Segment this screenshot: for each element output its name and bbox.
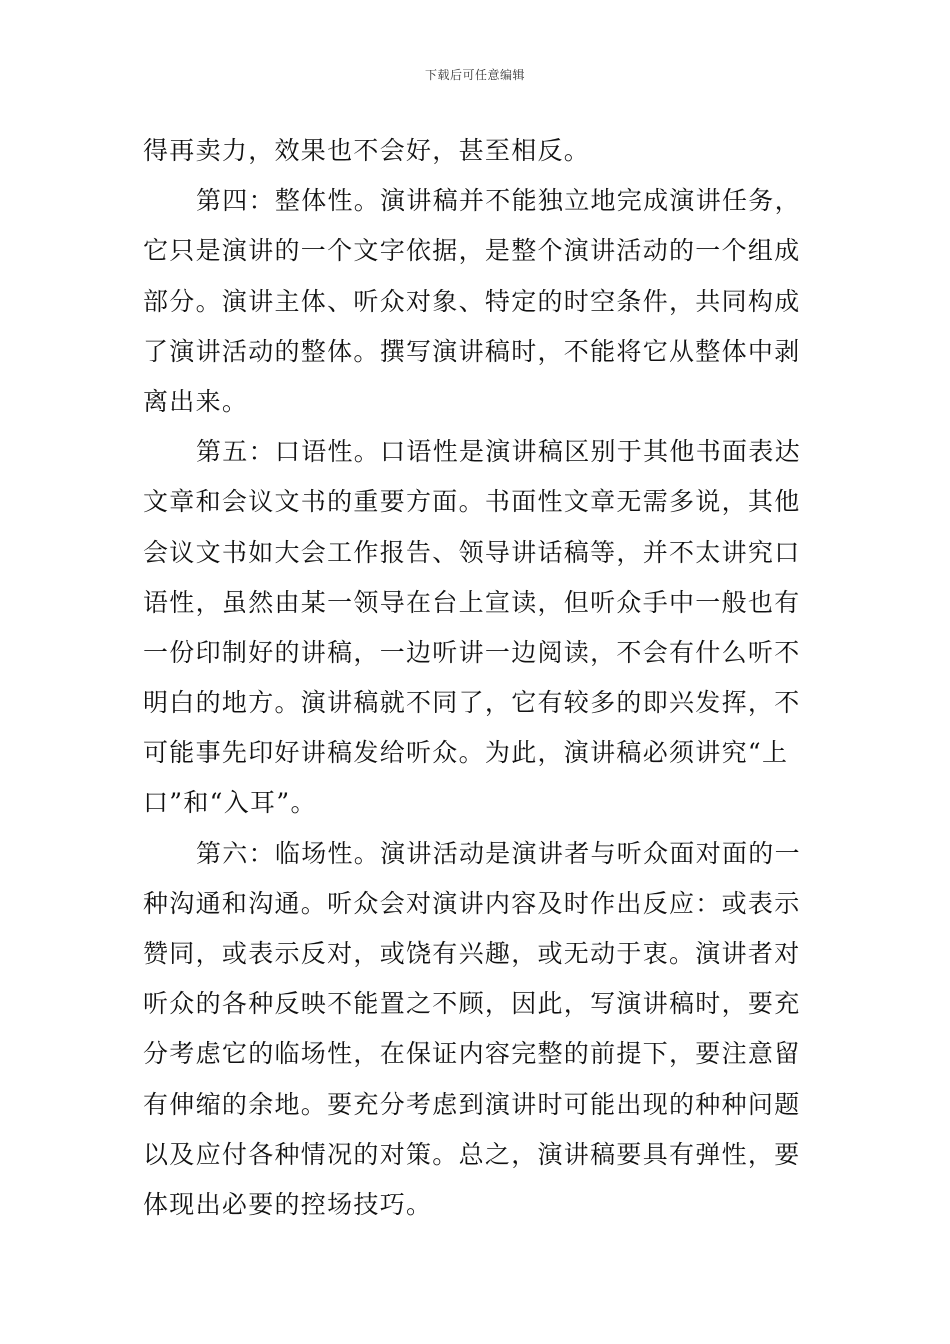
text-line: 离出来。 — [143, 386, 249, 416]
paragraph-continuation — [143, 126, 807, 176]
text-line: 第五：口语性。口语性是演讲稿区别于其他书面表达 — [196, 437, 801, 467]
page-header: 下载后可任意编辑 — [424, 68, 525, 82]
text-line: 它只是演讲的一个文字依据，是整个演讲活动的一个组成 — [143, 236, 801, 266]
text-line: 明白的地方。演讲稿就不同了，它有较多的即兴发挥，不 — [143, 688, 801, 718]
text-line: 口”和“入耳”。 — [143, 788, 317, 818]
text-line: 有伸缩的余地。要充分考虑到演讲时可能出现的种种问题 — [143, 1089, 801, 1119]
text-line: 可能事先印好讲稿发给听众。为此，演讲稿必须讲究“上 — [143, 738, 789, 768]
text-line: 语性，虽然由某一领导在台上宣读，但听众手中一般也有 — [143, 587, 801, 617]
text-line: 文章和会议文书的重要方面。书面性文章无需多说，其他 — [143, 487, 801, 517]
paragraph-sixth-onsite — [143, 829, 807, 1231]
text-line: 得再卖力，效果也不会好，甚至相反。 — [143, 136, 591, 165]
text-line: 会议文书如大会工作报告、领导讲话稿等，并不太讲究口 — [143, 537, 801, 567]
text-line: 赞同，或表示反对，或饶有兴趣，或无动于衷。演讲者对 — [143, 939, 801, 968]
text-line: 一份印制好的讲稿，一边听讲一边阅读，不会有什么听不 — [143, 637, 801, 667]
text-line: 第六：临场性。演讲活动是演讲者与听众面对面的一 — [196, 838, 801, 868]
text-line: 部分。演讲主体、听众对象、特定的时空条件，共同构成 — [143, 286, 801, 316]
paragraph-fourth-integrity — [143, 176, 807, 427]
text-line: 体现出必要的控场技巧。 — [143, 1189, 433, 1219]
document-body — [143, 126, 807, 1230]
paragraph-fifth-oral — [143, 427, 807, 829]
text-line: 以及应付各种情况的对策。总之，演讲稿要具有弹性，要 — [143, 1139, 801, 1169]
text-line: 听众的各种反映不能置之不顾，因此，写演讲稿时，要充 — [143, 989, 801, 1019]
text-line: 分考虑它的临场性，在保证内容完整的前提下，要注意留 — [143, 1039, 801, 1069]
text-line: 种沟通和沟通。听众会对演讲内容及时作出反应：或表示 — [143, 888, 801, 918]
text-line: 了演讲活动的整体。撰写演讲稿时，不能将它从整体中剥 — [143, 336, 801, 366]
text-line: 第四：整体性。演讲稿并不能独立地完成演讲任务， — [196, 186, 801, 216]
